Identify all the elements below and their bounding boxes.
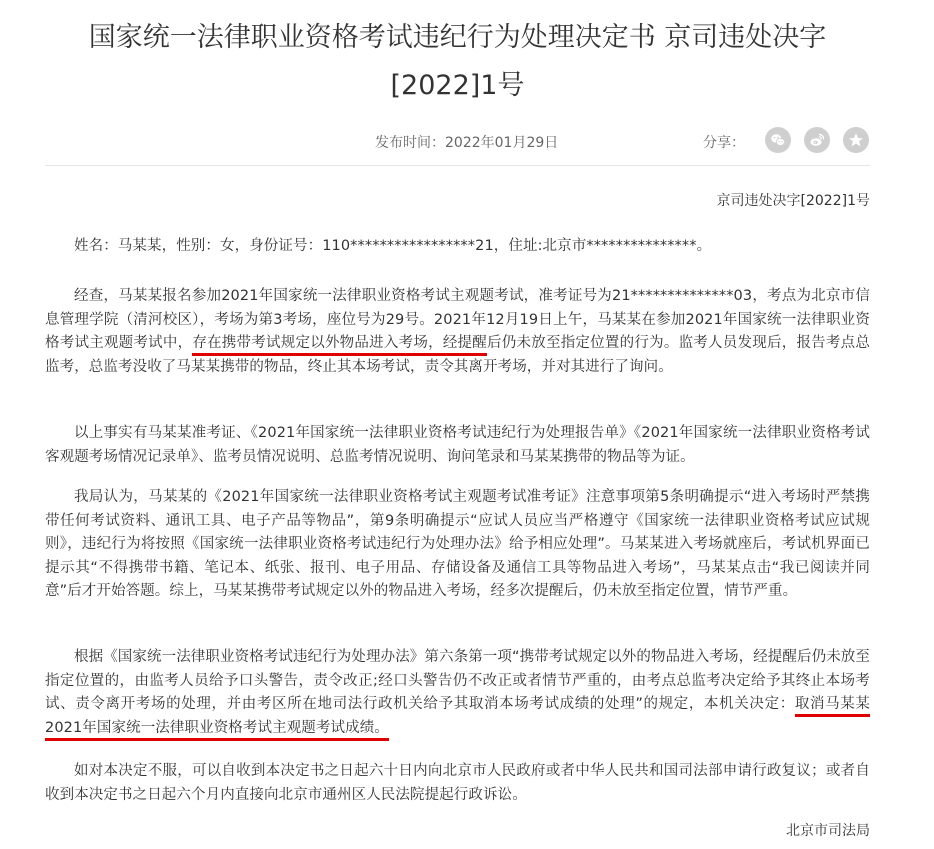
paragraph-reasoning: 我局认为，马某某的《2021年国家统一法律职业资格考试主观题考试准考证》注意事项第5条明确提示“进入考场时严禁携带任何考试资料、通讯工具、电子产品等物品”，第9条明确提示“应试人员应当严格遵守《国家统一法律职业资格考试应试规则》，违纪行为将按照《国家统一法律职业资格考试违纪行为处理办法》给予相应处理”。马某某进入考场就座后，考试机界面已提示其“不得携带书籍、笔记本、纸张、报刊、电子用品、存储设备及通信工具等物品进入考场”，马某某点击“我已阅读并同意”后才开始答题。综上，马某某携带考试规定以外的物品进入考场，经多次提醒后，仍未放至指定位置，情节严重。 [45,489,870,599]
weibo-icon[interactable] [804,127,830,153]
signature: 北京市司法局 [786,823,870,839]
meta-row [45,126,870,156]
paragraph-decision [45,646,870,740]
paragraph-evidence: 以上事实有马某某准考证、《2021年国家统一法律职业资格考试违纪行为处理报告单》《2021年国家统一法律职业资格考试客观题考场情况记录单》、监考员情况说明、总监考情况说明、询问笔录和马某某携带的物品等为证。 [45,425,870,465]
paragraph-facts-start: 经查，马某某报名参加2021年国家统一法律职业资格考试主观题考试，准考证号为21**************03，考点为北京市信息管理学院（清河校区），考场为第3考场，座位号为29号。2021年12月19日上午，马某某在参加2021年国家统一法律职业资格考试主观题考试中， [45,288,870,351]
publish-time: 发布时间：2022年01月29日 [375,135,559,151]
document-number: 京司违处决字[2022]1号 [716,193,870,209]
underlined-decision-text: 取消马某某2021年国家统一法律职业资格考试主观题考试成绩。 [45,696,870,741]
paragraph-facts [45,285,870,379]
paragraph-decision-start: 根据《国家统一法律职业资格考试违纪行为处理办法》第六条第一项“携带考试规定以外的物品进入考场，经提醒后仍未放至指定位置的，由监考人员给予口头警告，责令改正;经口头警告仍不改正或者情节严重的，由考点总监考决定给予其终止本场考试、责令离开考场的处理，并由考区所在地司法行政机关给予其取消本场考试成绩的处理”的规定，本机关决定： [45,649,871,712]
paragraph-facts-end: 后仍未放至指定位置的行为。监考人员发现后，报告考点总监考，总监考没收了马某某携带的物品，终止其本场考试，责令其离开考场，并对其进行了询问。 [45,335,870,375]
page-title: 国家统一法律职业资格考试违纪行为处理决定书 京司违处决字[2022]1号 [88,22,827,101]
favorite-icon[interactable] [843,127,869,153]
share-label: 分享： [703,135,745,151]
paragraph-personal-info: 姓名：马某某，性别：女，身份证号：110*****************21，住址:北京市***************。 [74,238,712,254]
paragraph-appeal: 如对本决定不服，可以自收到本决定书之日起六十日内向北京市人民政府或者中华人民共和国司法部申请行政复议；或者自收到本决定书之日起六个月内直接向北京市通州区人民法院提起行政诉讼。 [45,763,870,803]
underlined-violation-text: 存在携带考试规定以外物品进入考场，经提醒 [192,335,487,356]
wechat-icon[interactable] [765,127,791,153]
header-divider [45,165,870,166]
